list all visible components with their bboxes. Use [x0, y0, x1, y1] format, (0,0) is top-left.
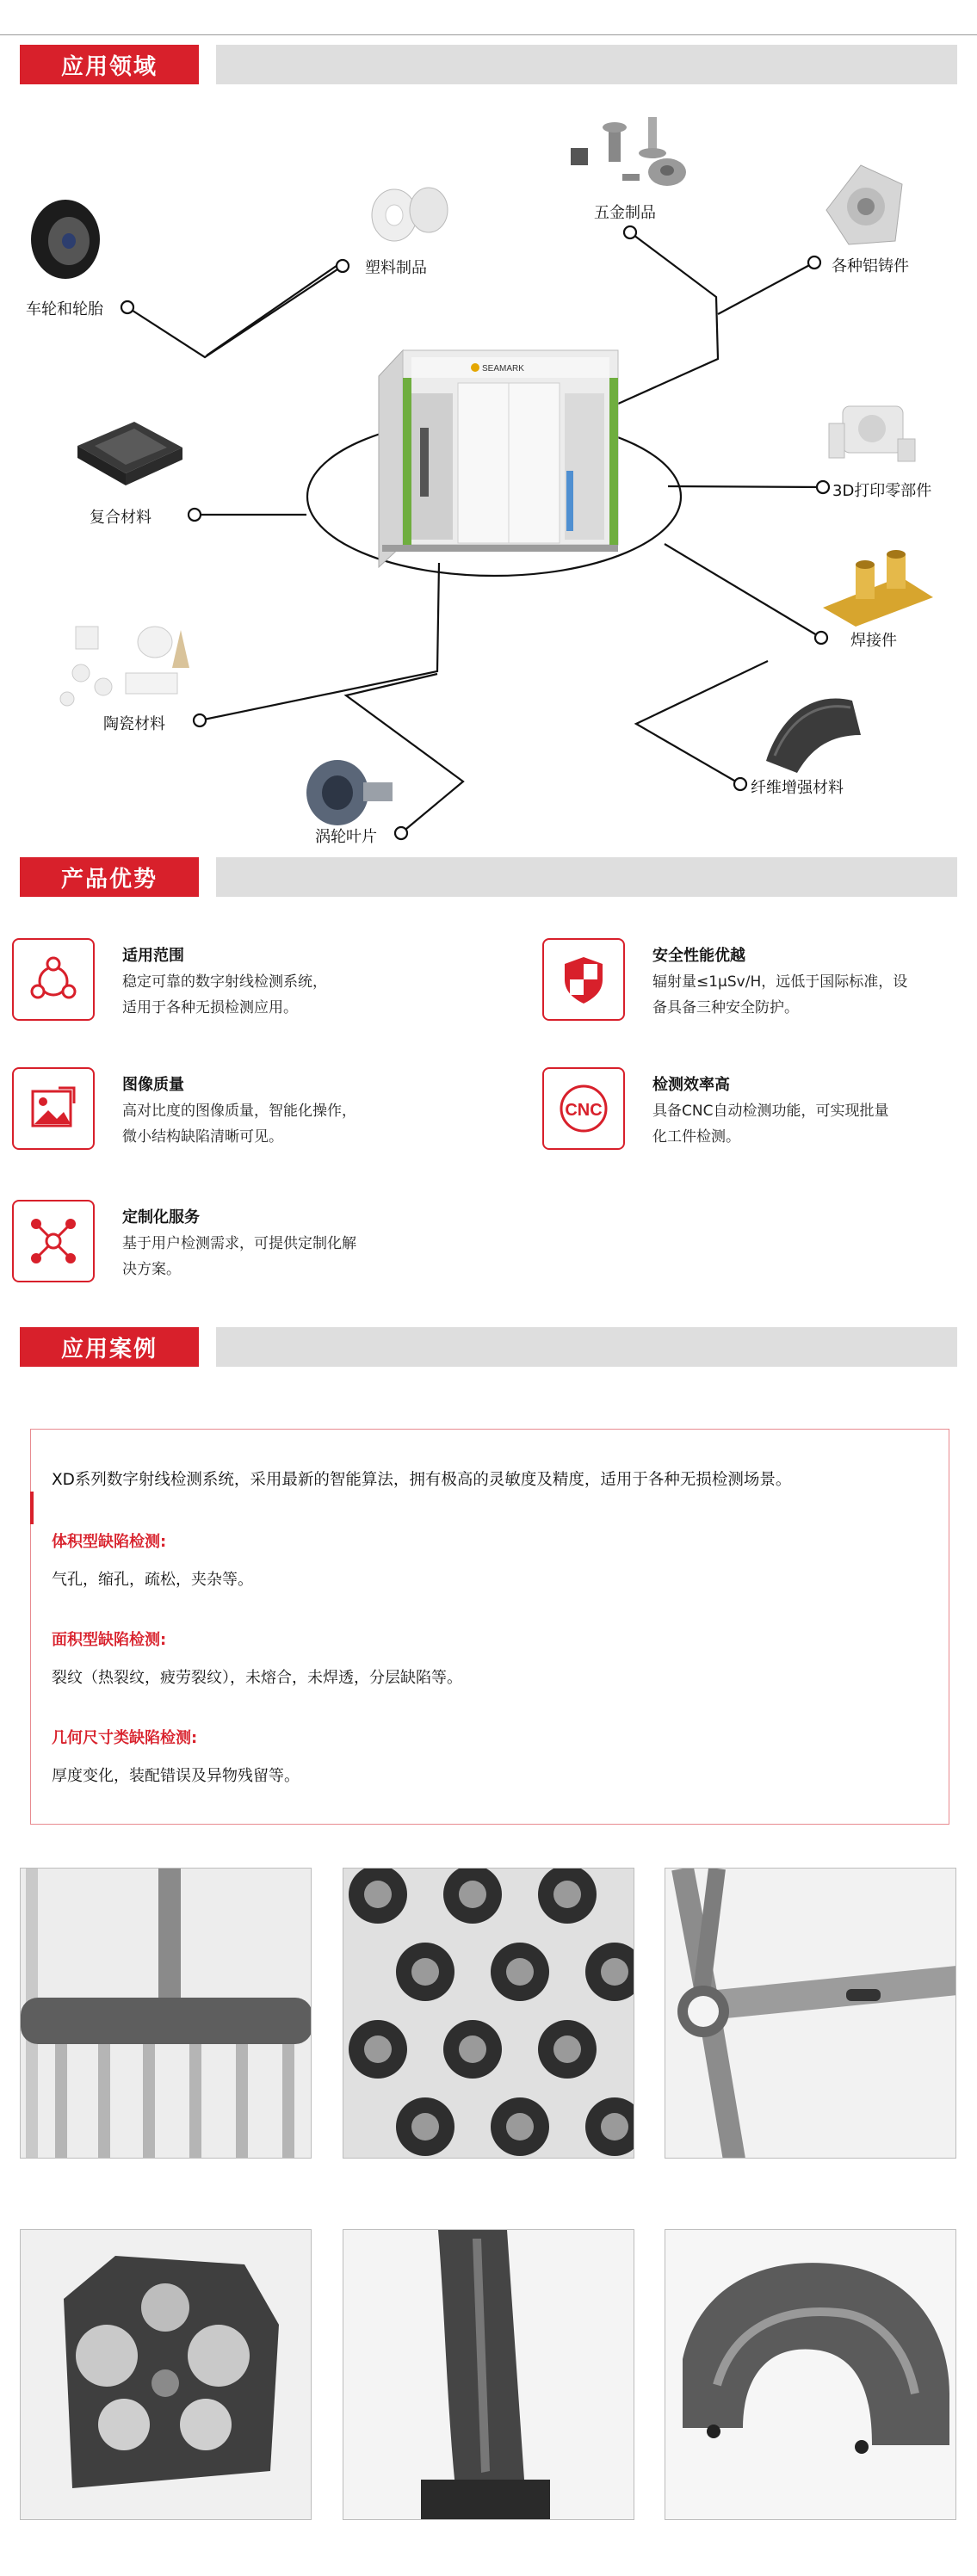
custom-service-icon [12, 1200, 95, 1282]
cnc-icon [542, 1067, 625, 1150]
advantage-title: 安全性能优越 [652, 947, 745, 965]
label-plastic: 塑料制品 [365, 259, 427, 277]
desc-line: 适用于各种无损检测应用。 [122, 999, 298, 1016]
label-welding: 焊接件 [850, 632, 897, 650]
section-title: 产品优势 [20, 857, 199, 897]
advantage-title: 定制化服务 [122, 1208, 200, 1226]
desc-line: 基于用户检测需求，可提供定制化解 [122, 1235, 356, 1252]
plastic-part-icon [360, 181, 454, 250]
advantage-desc [122, 1231, 356, 1282]
desc-line: 高对比度的图像质量，智能化操作， [122, 1103, 356, 1120]
advantage-desc [122, 969, 327, 1021]
desc-line: 决方案。 [122, 1261, 181, 1278]
wheel-tire-icon [24, 196, 110, 282]
label-composite: 复合材料 [90, 509, 151, 527]
desc-line: 化工件检测。 [652, 1128, 740, 1146]
hardware-parts-icon [564, 112, 693, 189]
composite-material-icon [69, 417, 189, 494]
xray-image-housing [20, 2229, 312, 2520]
label-aluminum: 各种铝铸件 [832, 257, 909, 275]
advantage-desc [652, 969, 907, 1021]
welded-part-icon [818, 547, 938, 630]
desc-line: 备具备三种安全防护。 [652, 999, 799, 1016]
label-fiber: 纤维增强材料 [751, 779, 844, 797]
advantage-item [12, 938, 477, 1033]
xray-image-turbine-blade [343, 2229, 634, 2520]
label-turbine: 涡轮叶片 [315, 828, 377, 846]
section-header-advantages [20, 857, 957, 897]
label-hardware: 五金制品 [594, 204, 656, 222]
shield-icon [542, 938, 625, 1021]
xray-image-bike-frame [665, 1868, 956, 2159]
3d-print-part-icon [822, 386, 925, 472]
application-diagram [0, 86, 977, 861]
xray-image-comb [20, 1868, 312, 2159]
advantage-item [542, 1067, 973, 1162]
advantage-title: 检测效率高 [652, 1076, 730, 1094]
label-wheel: 车轮和轮胎 [26, 300, 103, 318]
header-gap [199, 1327, 216, 1367]
advantage-title: 图像质量 [122, 1076, 184, 1094]
xray-image-honeycomb [343, 1868, 634, 2159]
advantage-desc [652, 1098, 888, 1150]
advantage-desc [122, 1098, 356, 1150]
header-gap [199, 45, 216, 84]
accent-marker [30, 1492, 34, 1524]
case-description-box [30, 1429, 949, 1825]
label-3d-print: 3D打印零部件 [832, 482, 932, 500]
label-ceramic: 陶瓷材料 [103, 715, 165, 733]
top-divider [0, 34, 977, 35]
desc-line: 具备CNC自动检测功能，可实现批量 [652, 1103, 889, 1120]
image-quality-icon [12, 1067, 95, 1150]
section-header-cases [20, 1327, 957, 1367]
xray-image-pipe-elbow [665, 2229, 956, 2520]
section-title: 应用领域 [20, 45, 199, 84]
header-gap [199, 857, 216, 897]
advantage-item [12, 1200, 477, 1294]
turbine-blade-icon [303, 753, 398, 831]
case-heading: 面积型缺陷检测: [52, 1631, 167, 1649]
case-text: 裂纹（热裂纹，疲劳裂纹），未熔合，未焊透，分层缺陷等。 [52, 1669, 462, 1687]
desc-line: 辐射量≤1μSv/H，远低于国际标准，设 [652, 973, 908, 991]
aluminum-casting-icon [818, 158, 912, 253]
fiber-reinforced-icon [757, 683, 869, 778]
case-intro: XD系列数字射线检测系统，采用最新的智能算法，拥有极高的灵敏度及精度，适用于各种无损检测场景。 [52, 1471, 792, 1489]
advantage-title: 适用范围 [122, 947, 184, 965]
case-heading: 体积型缺陷检测: [52, 1533, 167, 1551]
case-text: 气孔，缩孔，疏松，夹杂等。 [52, 1571, 253, 1589]
desc-line: 稳定可靠的数字射线检测系统， [122, 973, 327, 991]
advantage-item [542, 938, 973, 1033]
section-title: 应用案例 [20, 1327, 199, 1367]
case-heading: 几何尺寸类缺陷检测: [52, 1729, 198, 1747]
xray-machine-image [368, 342, 627, 574]
case-text: 厚度变化，装配错误及异物残留等。 [52, 1767, 300, 1785]
section-header-application [20, 45, 957, 84]
svg-text:SEAMARK: SEAMARK [482, 364, 524, 374]
network-nodes-icon [12, 938, 95, 1021]
advantage-item [12, 1067, 477, 1162]
svg-text:CNC: CNC [565, 1101, 603, 1120]
desc-line: 微小结构缺陷清晰可见。 [122, 1128, 283, 1146]
ceramic-material-icon [52, 613, 207, 716]
